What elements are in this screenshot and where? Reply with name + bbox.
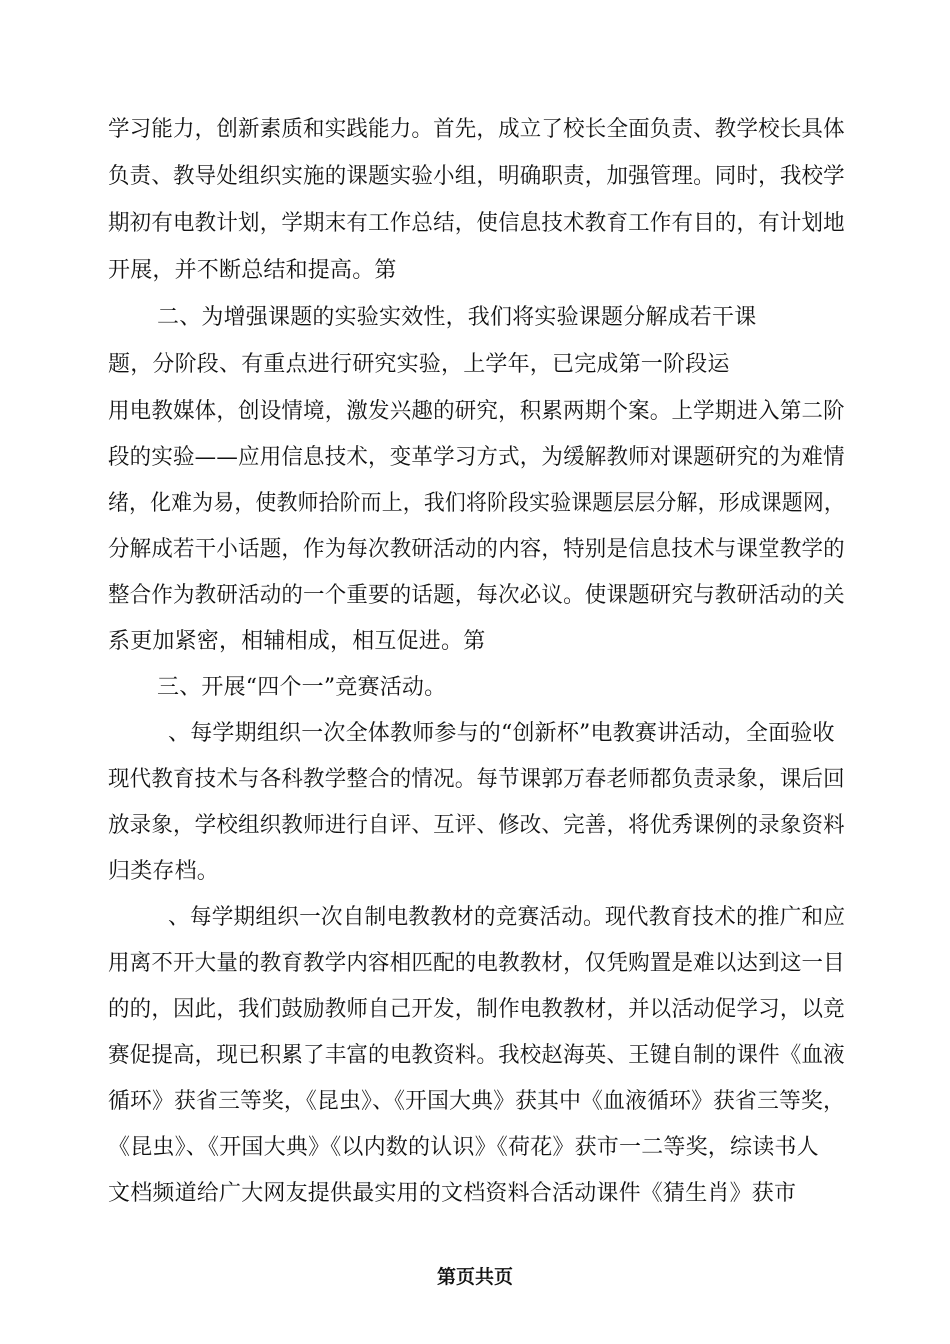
text-line: 期初有电教计划，学期末有工作总结，使信息技术教育工作有目的，有计划地	[108, 211, 845, 236]
text-line: 学习能力，创新素质和实践能力。首先，成立了校长全面负责、教学校长具体	[108, 117, 845, 142]
text-line: 《昆虫》、《开国大典》《以内数的认识》《荷花》获市一二等奖，综读书人	[108, 1135, 819, 1160]
text-line: 、每学期组织一次全体教师参与的“创新杯”电教赛讲活动，全面验收	[168, 721, 835, 746]
text-line: 、每学期组织一次自制电教教材的竞赛活动。现代教育技术的推广和应	[168, 905, 846, 930]
text-line: 二、为增强课题的实验实效性，我们将实验课题分解成若干课	[157, 305, 757, 330]
page-footer: 第页共页	[436, 1266, 513, 1288]
text-line: 的的，因此，我们鼓励教师自己开发，制作电教教材，并以活动促学习，以竞	[108, 997, 845, 1022]
text-line: 整合作为教研活动的一个重要的话题，每次必议。使课题研究与教研活动的关	[108, 583, 845, 608]
text-line: 用电教媒体，创设情境，激发兴趣的研究，积累两期个案。上学期进入第二阶	[108, 399, 845, 424]
text-line: 放录象，学校组织教师进行自评、互评、修改、完善，将优秀课例的录象资料	[108, 813, 845, 838]
text-line: 归类存档。	[108, 859, 220, 884]
text-line: 系更加紧密，相辅相成，相互促进。第	[108, 629, 486, 654]
text-line: 绪，化难为易，使教师拾阶而上，我们将阶段实验课题层层分解，形成课题网，	[108, 491, 845, 516]
text-line: 题，分阶段、有重点进行研究实验，上学年，已完成第一阶段运	[108, 352, 730, 377]
text-line: 分解成若干小话题，作为每次教研活动的内容，特别是信息技术与课堂教学的	[108, 537, 845, 562]
text-line: 文档频道给广大网友提供最实用的文档资料合活动课件《猜生肖》获市	[108, 1181, 797, 1206]
text-line: 赛促提高，现已积累了丰富的电教资料。我校赵海英、王键自制的课件《血液	[108, 1043, 845, 1068]
text-line: 循环》获省三等奖，《昆虫》、《开国大典》获其中《血液循环》获省三等奖，	[108, 1089, 846, 1114]
text-line: 用离不开大量的教育教学内容相匹配的电教教材，仅凭购置是难以达到这一目	[108, 951, 845, 976]
text-line: 负责、教导处组织实施的课题实验小组，明确职责，加强管理。同时，我校学	[108, 164, 845, 189]
text-line: 三、开展“四个一”竞赛活动。	[157, 675, 447, 700]
text-line: 开展，并不断总结和提高。第	[108, 258, 397, 283]
text-line: 现代教育技术与各科教学整合的情况。每节课郭万春老师都负责录象，课后回	[108, 767, 845, 792]
text-line: 段的实验——应用信息技术，变革学习方式，为缓解教师对课题研究的为难情	[108, 445, 845, 470]
